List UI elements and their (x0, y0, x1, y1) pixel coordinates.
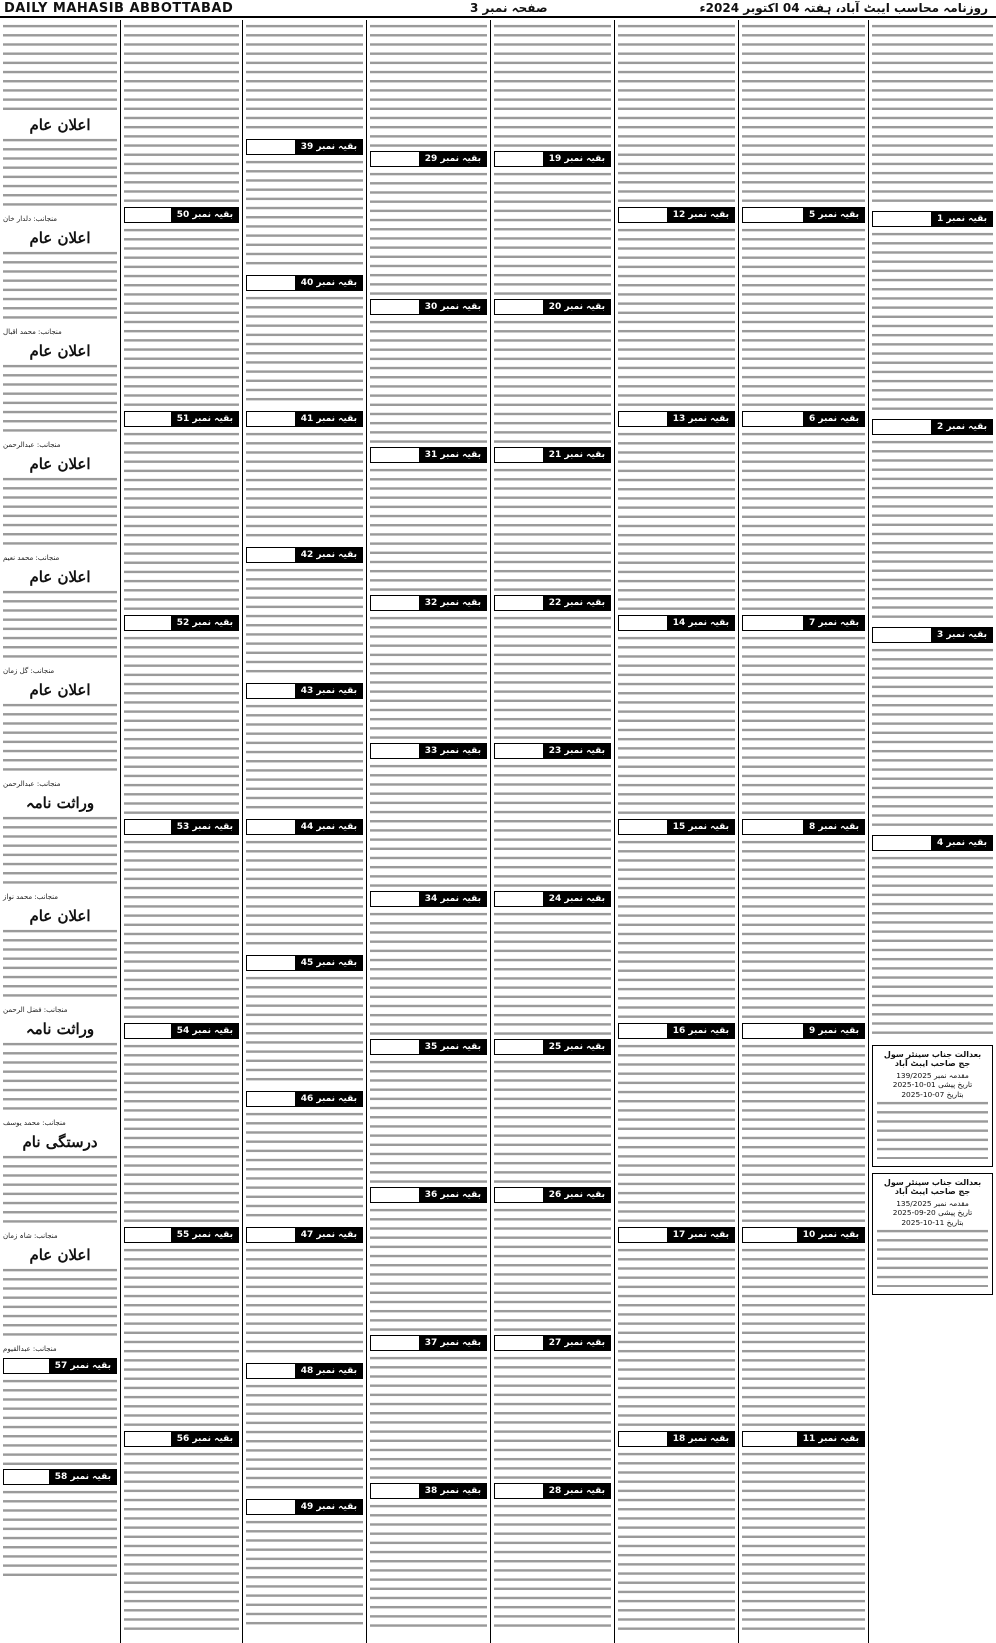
court-line: مقدمہ نمبر 135/2025 (896, 1198, 969, 1208)
article-text-block (618, 1450, 735, 1631)
continuation-banner (742, 1023, 865, 1039)
banner-frame (370, 1187, 419, 1203)
continuation-banner (124, 1227, 239, 1243)
continuation-banner (3, 1358, 117, 1374)
notice-heading: اعلان عام (29, 455, 91, 473)
continuation-label: بقیہ نمبر 38 (419, 1483, 487, 1499)
continuation-banner (246, 275, 363, 291)
notice-heading: وراثت نامہ (25, 1020, 95, 1038)
issue-date-line: روزنامہ محاسب ایبٹ آباد، ہفتہ 04 اکتوبر 2024ء (699, 1, 988, 15)
article-text-block (742, 1042, 865, 1223)
continuation-banner (370, 743, 487, 759)
continuation-banner (618, 207, 735, 223)
banner-frame (494, 1039, 543, 1055)
article-text-block (872, 22, 993, 207)
continuation-label: بقیہ نمبر 55 (171, 1227, 239, 1243)
continuation-label: بقیہ نمبر 4 (931, 835, 993, 851)
banner-frame (246, 411, 295, 427)
continuation-banner (370, 1335, 487, 1351)
article-text-block (618, 1042, 735, 1223)
continuation-banner (370, 299, 487, 315)
banner-frame (742, 1227, 797, 1243)
continuation-banner (246, 139, 363, 155)
banner-frame (246, 1363, 295, 1379)
column-6 (614, 20, 738, 1643)
banner-frame (246, 275, 295, 291)
continuation-label: بقیہ نمبر 1 (931, 211, 993, 227)
article-text-block (494, 762, 611, 887)
court-notice (872, 1173, 993, 1295)
banner-frame (618, 207, 667, 223)
notice-signatory: منجانب: دلدار خان (3, 215, 57, 223)
continuation-label: بقیہ نمبر 27 (543, 1335, 611, 1351)
continuation-label: بقیہ نمبر 40 (295, 275, 363, 291)
article-text-block (370, 1354, 487, 1479)
article-text-block (494, 910, 611, 1035)
continuation-banner (494, 891, 611, 907)
banner-frame (124, 1227, 171, 1243)
banner-frame (742, 207, 803, 223)
article-text-block (370, 466, 487, 591)
court-line: تاریخ پیشی 20-09-2025 (892, 1208, 973, 1218)
court-line: بتاریخ 07-10-2025 (901, 1089, 964, 1099)
article-text-block (618, 634, 735, 815)
article-text-block (494, 170, 611, 295)
continuation-banner (370, 891, 487, 907)
article-text-block (370, 22, 487, 147)
continuation-banner (872, 211, 993, 227)
article-text-block (618, 430, 735, 611)
article-text-block (370, 762, 487, 887)
continuation-label: بقیہ نمبر 19 (543, 151, 611, 167)
article-text-block (872, 438, 993, 623)
banner-frame (494, 1187, 543, 1203)
continuation-banner (742, 1431, 865, 1447)
article-text-block (124, 226, 239, 407)
banner-frame (124, 411, 171, 427)
article-text-block (246, 1382, 363, 1495)
article-text-block (124, 1246, 239, 1427)
continuation-label: بقیہ نمبر 26 (543, 1187, 611, 1203)
banner-frame (742, 1023, 803, 1039)
continuation-banner (246, 1227, 363, 1243)
continuation-banner (124, 1431, 239, 1447)
column-3 (242, 20, 366, 1643)
continuation-label: بقیہ نمبر 35 (419, 1039, 487, 1055)
banner-frame (370, 891, 419, 907)
banner-frame (370, 595, 419, 611)
article-text-block (3, 588, 117, 664)
article-text-block (3, 1153, 117, 1229)
court-title: بعدالت جناب سینئر سول جج صاحب ایبٹ آباد (883, 1050, 982, 1069)
continuation-label: بقیہ نمبر 12 (667, 207, 735, 223)
column-7 (738, 20, 868, 1643)
banner-frame (618, 819, 667, 835)
banner-frame (246, 819, 295, 835)
article-text-block (370, 1058, 487, 1183)
article-text-block (618, 226, 735, 407)
banner-frame (618, 411, 667, 427)
court-line: مقدمہ نمبر 139/2025 (896, 1070, 969, 1080)
article-text-block (877, 1227, 988, 1287)
continuation-label: بقیہ نمبر 44 (295, 819, 363, 835)
notice-signatory: منجانب: عبدالقیوم (3, 1345, 57, 1353)
continuation-label: بقیہ نمبر 28 (543, 1483, 611, 1499)
banner-frame (246, 955, 295, 971)
continuation-banner (370, 1039, 487, 1055)
column-2 (120, 20, 242, 1643)
continuation-label: بقیہ نمبر 29 (419, 151, 487, 167)
article-text-block (494, 22, 611, 147)
continuation-label: بقیہ نمبر 23 (543, 743, 611, 759)
continuation-banner (246, 819, 363, 835)
banner-frame (494, 1335, 543, 1351)
article-text-block (3, 701, 117, 777)
banner-frame (370, 1335, 419, 1351)
notice-signatory: منجانب: محمد یوسف (3, 1119, 66, 1127)
banner-frame (742, 411, 803, 427)
banner-frame (618, 1023, 667, 1039)
newspaper-name: DAILY MAHASIB ABBOTTABAD (4, 1, 234, 16)
continuation-banner (742, 1227, 865, 1243)
continuation-label: بقیہ نمبر 45 (295, 955, 363, 971)
continuation-banner (618, 1227, 735, 1243)
banner-frame (124, 819, 171, 835)
continuation-label: بقیہ نمبر 58 (49, 1469, 117, 1485)
article-text-block (246, 838, 363, 951)
banner-frame (872, 835, 931, 851)
article-text-block (3, 249, 117, 325)
continuation-label: بقیہ نمبر 5 (803, 207, 865, 223)
article-text-block (3, 1266, 117, 1342)
article-text-block (877, 1099, 988, 1159)
article-text-block (3, 927, 117, 1003)
continuation-banner (246, 1499, 363, 1515)
continuation-banner (494, 743, 611, 759)
notice-signatory: منجانب: عبدالرحمن (3, 780, 61, 788)
continuation-banner (872, 419, 993, 435)
notice-heading: اعلان عام (29, 229, 91, 247)
continuation-label: بقیہ نمبر 43 (295, 683, 363, 699)
continuation-label: بقیہ نمبر 51 (171, 411, 239, 427)
continuation-label: بقیہ نمبر 16 (667, 1023, 735, 1039)
continuation-banner (246, 683, 363, 699)
banner-frame (618, 1431, 667, 1447)
article-text-block (494, 318, 611, 443)
continuation-label: بقیہ نمبر 30 (419, 299, 487, 315)
notice-signatory: منجانب: گل زمان (3, 667, 55, 675)
banner-frame (494, 151, 543, 167)
continuation-label: بقیہ نمبر 52 (171, 615, 239, 631)
banner-frame (872, 627, 931, 643)
continuation-label: بقیہ نمبر 3 (931, 627, 993, 643)
continuation-banner (370, 1483, 487, 1499)
continuation-banner (494, 1039, 611, 1055)
continuation-label: بقیہ نمبر 50 (171, 207, 239, 223)
banner-frame (124, 615, 171, 631)
banner-frame (494, 447, 543, 463)
article-text-block (618, 22, 735, 203)
banner-frame (124, 1431, 171, 1447)
column-1 (0, 20, 120, 1643)
continuation-label: بقیہ نمبر 31 (419, 447, 487, 463)
continuation-banner (494, 1335, 611, 1351)
continuation-label: بقیہ نمبر 49 (295, 1499, 363, 1515)
continuation-banner (370, 151, 487, 167)
continuation-label: بقیہ نمبر 54 (171, 1023, 239, 1039)
notice-heading: درستگی نام (22, 1133, 98, 1151)
article-text-block (494, 614, 611, 739)
article-text-block (124, 634, 239, 815)
article-text-block (246, 1246, 363, 1359)
continuation-banner (872, 627, 993, 643)
article-text-block (3, 1040, 117, 1116)
article-text-block (3, 475, 117, 551)
article-text-block (370, 1502, 487, 1627)
notice-signatory: منجانب: فضل الرحمن (3, 1006, 68, 1014)
continuation-banner (742, 615, 865, 631)
notice-heading: اعلان عام (29, 681, 91, 699)
continuation-banner (124, 411, 239, 427)
article-text-block (494, 1502, 611, 1627)
continuation-banner (246, 1091, 363, 1107)
continuation-label: بقیہ نمبر 48 (295, 1363, 363, 1379)
notice-heading: اعلان عام (29, 116, 91, 134)
continuation-label: بقیہ نمبر 41 (295, 411, 363, 427)
continuation-banner (124, 615, 239, 631)
continuation-label: بقیہ نمبر 34 (419, 891, 487, 907)
notice-signatory: منجانب: محمد نواز (3, 893, 59, 901)
continuation-label: بقیہ نمبر 8 (803, 819, 865, 835)
continuation-label: بقیہ نمبر 2 (931, 419, 993, 435)
continuation-banner (618, 615, 735, 631)
article-text-block (3, 136, 117, 212)
continuation-label: بقیہ نمبر 32 (419, 595, 487, 611)
article-text-block (124, 838, 239, 1019)
banner-frame (370, 299, 419, 315)
article-text-block (246, 702, 363, 815)
banner-frame (370, 1483, 419, 1499)
banner-frame (742, 819, 803, 835)
banner-frame (3, 1469, 49, 1485)
continuation-banner (246, 1363, 363, 1379)
page-number: صفحہ نمبر 3 (470, 1, 548, 15)
continuation-label: بقیہ نمبر 57 (49, 1358, 117, 1374)
continuation-banner (742, 819, 865, 835)
continuation-label: بقیہ نمبر 14 (667, 615, 735, 631)
notice-heading: اعلان عام (29, 342, 91, 360)
article-text-block (246, 158, 363, 271)
article-text-block (246, 430, 363, 543)
article-text-block (618, 1246, 735, 1427)
article-text-block (3, 1488, 117, 1576)
article-text-block (742, 1450, 865, 1631)
notice-heading: اعلان عام (29, 1246, 91, 1264)
notice-signatory: منجانب: محمد نعیم (3, 554, 60, 562)
continuation-label: بقیہ نمبر 56 (171, 1431, 239, 1447)
continuation-label: بقیہ نمبر 33 (419, 743, 487, 759)
continuation-banner (494, 1483, 611, 1499)
continuation-banner (124, 1023, 239, 1039)
continuation-label: بقیہ نمبر 39 (295, 139, 363, 155)
article-text-block (246, 1518, 363, 1631)
court-line: تاریخ پیشی 01-10-2025 (892, 1080, 973, 1090)
banner-frame (494, 595, 543, 611)
article-text-block (246, 566, 363, 679)
continuation-label: بقیہ نمبر 25 (543, 1039, 611, 1055)
article-text-block (872, 646, 993, 831)
article-text-block (742, 22, 865, 203)
article-text-block (742, 634, 865, 815)
continuation-banner (494, 1187, 611, 1203)
article-text-block (494, 1206, 611, 1331)
continuation-banner (246, 411, 363, 427)
continuation-label: بقیہ نمبر 17 (667, 1227, 735, 1243)
continuation-banner (370, 595, 487, 611)
article-text-block (3, 362, 117, 438)
continuation-label: بقیہ نمبر 36 (419, 1187, 487, 1203)
continuation-label: بقیہ نمبر 11 (797, 1431, 865, 1447)
banner-frame (246, 1227, 295, 1243)
article-text-block (370, 318, 487, 443)
article-text-block (3, 814, 117, 890)
continuation-label: بقیہ نمبر 21 (543, 447, 611, 463)
article-text-block (370, 170, 487, 295)
article-text-block (246, 294, 363, 407)
banner-frame (246, 1091, 295, 1107)
continuation-label: بقیہ نمبر 24 (543, 891, 611, 907)
banner-frame (124, 207, 171, 223)
notice-signatory: منجانب: عبدالرحمن (3, 441, 61, 449)
banner-frame (246, 683, 295, 699)
continuation-banner (742, 207, 865, 223)
continuation-banner (494, 299, 611, 315)
newspaper-page (0, 20, 996, 1643)
article-text-block (246, 22, 363, 135)
continuation-banner (618, 411, 735, 427)
article-text-block (494, 466, 611, 591)
continuation-label: بقیہ نمبر 22 (543, 595, 611, 611)
article-text-block (494, 1354, 611, 1479)
article-text-block (872, 854, 993, 1039)
continuation-banner (872, 835, 993, 851)
banner-frame (872, 419, 931, 435)
banner-frame (742, 615, 803, 631)
notice-signatory: منجانب: شاہ زمان (3, 1232, 58, 1240)
notice-signatory: منجانب: محمد اقبال (3, 328, 62, 336)
continuation-label: بقیہ نمبر 15 (667, 819, 735, 835)
banner-frame (872, 211, 931, 227)
continuation-label: بقیہ نمبر 42 (295, 547, 363, 563)
continuation-banner (618, 819, 735, 835)
banner-frame (3, 1358, 49, 1374)
banner-frame (494, 299, 543, 315)
continuation-banner (3, 1469, 117, 1485)
column-8 (868, 20, 996, 1643)
continuation-banner (494, 151, 611, 167)
continuation-banner (246, 547, 363, 563)
continuation-banner (618, 1023, 735, 1039)
article-text-block (872, 230, 993, 415)
banner-frame (246, 1499, 295, 1515)
article-text-block (246, 1110, 363, 1223)
article-text-block (3, 1377, 117, 1465)
continuation-label: بقیہ نمبر 46 (295, 1091, 363, 1107)
article-text-block (494, 1058, 611, 1183)
continuation-label: بقیہ نمبر 9 (803, 1023, 865, 1039)
article-text-block (742, 430, 865, 611)
continuation-banner (124, 207, 239, 223)
notice-heading: اعلان عام (29, 568, 91, 586)
continuation-banner (246, 955, 363, 971)
article-text-block (124, 430, 239, 611)
article-text-block (370, 614, 487, 739)
article-text-block (742, 1246, 865, 1427)
banner-frame (246, 547, 295, 563)
notice-heading: اعلان عام (29, 907, 91, 925)
article-text-block (124, 22, 239, 203)
continuation-banner (742, 411, 865, 427)
continuation-banner (618, 1431, 735, 1447)
banner-frame (246, 139, 295, 155)
continuation-label: بقیہ نمبر 47 (295, 1227, 363, 1243)
article-text-block (124, 1042, 239, 1223)
article-text-block (370, 910, 487, 1035)
continuation-label: بقیہ نمبر 6 (803, 411, 865, 427)
article-text-block (618, 838, 735, 1019)
notice-heading: وراثت نامہ (25, 794, 95, 812)
banner-frame (494, 743, 543, 759)
continuation-label: بقیہ نمبر 37 (419, 1335, 487, 1351)
column-4 (366, 20, 490, 1643)
continuation-banner (370, 447, 487, 463)
article-text-block (742, 838, 865, 1019)
continuation-banner (494, 595, 611, 611)
banner-frame (618, 1227, 667, 1243)
continuation-label: بقیہ نمبر 20 (543, 299, 611, 315)
continuation-label: بقیہ نمبر 18 (667, 1431, 735, 1447)
banner-frame (494, 1483, 543, 1499)
banner-frame (370, 447, 419, 463)
court-title: بعدالت جناب سینئر سول جج صاحب ایبٹ آباد (883, 1178, 982, 1197)
continuation-label: بقیہ نمبر 10 (797, 1227, 865, 1243)
article-text-block (3, 22, 117, 110)
banner-frame (742, 1431, 797, 1447)
article-text-block (124, 1450, 239, 1631)
column-5 (490, 20, 614, 1643)
banner-frame (494, 891, 543, 907)
article-text-block (246, 974, 363, 1087)
banner-frame (370, 1039, 419, 1055)
banner-frame (124, 1023, 171, 1039)
article-text-block (742, 226, 865, 407)
continuation-label: بقیہ نمبر 7 (803, 615, 865, 631)
banner-frame (370, 743, 419, 759)
court-notice (872, 1045, 993, 1167)
banner-frame (370, 151, 419, 167)
masthead (0, 0, 996, 18)
banner-frame (618, 615, 667, 631)
continuation-label: بقیہ نمبر 13 (667, 411, 735, 427)
continuation-banner (370, 1187, 487, 1203)
article-text-block (370, 1206, 487, 1331)
court-line: بتاریخ 11-10-2025 (901, 1217, 964, 1227)
continuation-banner (494, 447, 611, 463)
continuation-label: بقیہ نمبر 53 (171, 819, 239, 835)
continuation-banner (124, 819, 239, 835)
